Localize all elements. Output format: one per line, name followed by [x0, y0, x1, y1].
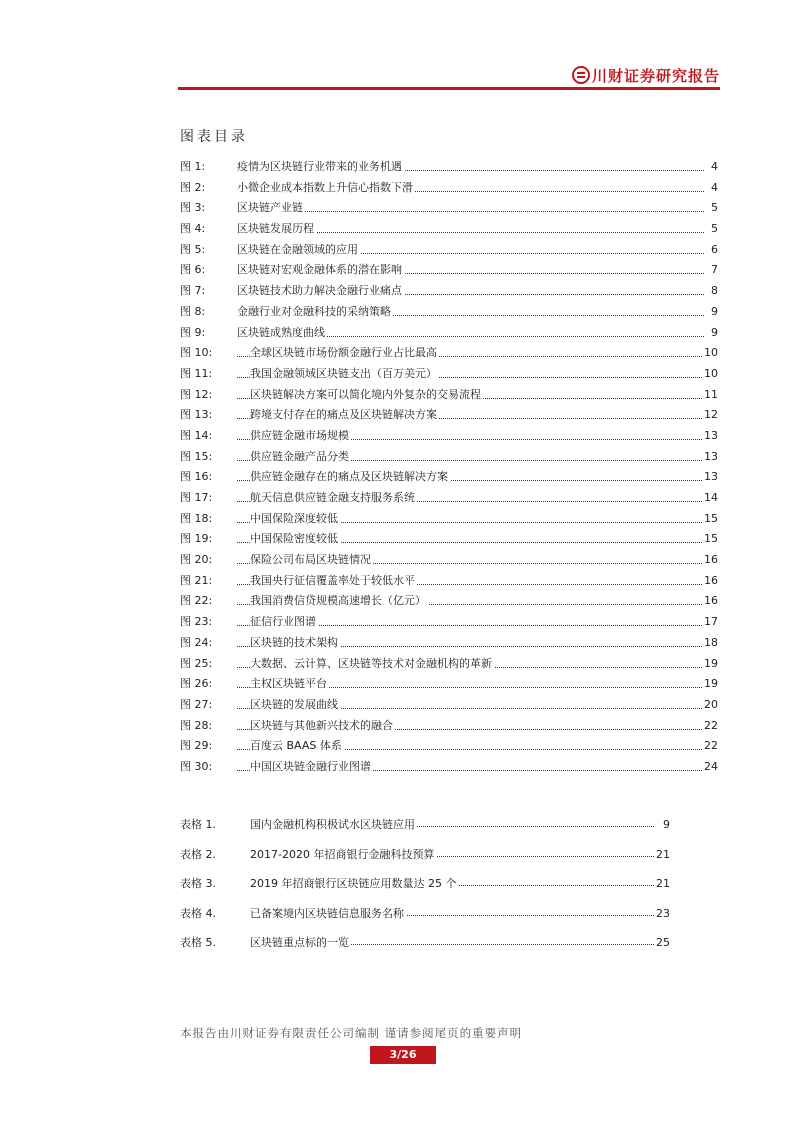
figure-entry[interactable]	[180, 426, 718, 447]
entry-number: 表格 4.	[180, 906, 216, 920]
entry-number: 图 24:	[180, 635, 213, 649]
entry-label: 航天信息供应链金融支持服务系统	[250, 488, 417, 509]
entry-label: 我国央行征信覆盖率处于较低水平	[250, 571, 417, 592]
entry-label: 大数据、云计算、区块链等技术对金融机构的革新	[250, 654, 494, 675]
entry-page: 13	[702, 426, 718, 447]
entry-number: 图 21:	[180, 573, 213, 587]
entry-number: 图 12:	[180, 387, 213, 401]
company-logo-icon	[572, 66, 590, 84]
entry-page: 13	[702, 467, 718, 488]
entry-number: 图 28:	[180, 718, 213, 732]
page-number: 3/26	[370, 1046, 436, 1064]
entry-label: 已备案境内区块链信息服务名称	[250, 904, 406, 924]
entry-number: 图 16:	[180, 470, 213, 484]
header-rule	[178, 87, 720, 90]
entry-label: 区块链成熟度曲线	[237, 323, 327, 344]
figure-entry[interactable]	[180, 385, 718, 406]
brand-name: 川财证券研究报告	[591, 67, 720, 85]
entry-label: 区块链发展历程	[237, 219, 316, 240]
entry-number: 表格 2.	[180, 847, 216, 861]
entry-page: 16	[702, 571, 718, 592]
entry-page: 21	[654, 874, 670, 894]
figure-entry[interactable]	[180, 219, 718, 240]
entry-number: 图 19:	[180, 532, 213, 546]
figure-entry[interactable]	[180, 260, 718, 281]
entry-label: 区块链技术助力解决金融行业痛点	[237, 281, 404, 302]
figure-entry[interactable]	[180, 302, 718, 323]
entry-number: 图 22:	[180, 594, 213, 608]
footer-disclaimer: 本报告由川财证券有限责任公司编制 谨请参阅尾页的重要声明	[180, 1026, 523, 1040]
entry-label: 供应链金融市场规模	[250, 426, 351, 447]
table-entry[interactable]	[180, 815, 670, 845]
entry-label: 征信行业图谱	[250, 612, 318, 633]
entry-label: 2017-2020 年招商银行金融科技预算	[250, 845, 436, 865]
figure-entry[interactable]	[180, 467, 718, 488]
entry-number: 图 26:	[180, 677, 213, 691]
entry-label: 小微企业成本指数上升信心指数下滑	[237, 178, 415, 199]
entry-page: 5	[709, 198, 718, 219]
entry-page: 20	[702, 695, 718, 716]
entry-number: 表格 1.	[180, 818, 216, 831]
entry-page: 4	[709, 178, 718, 199]
entry-number: 图 25:	[180, 656, 213, 670]
entry-number: 图 18:	[180, 511, 213, 525]
entry-number: 图 9:	[180, 325, 206, 339]
entry-number: 表格 5.	[180, 936, 216, 950]
entry-page: 16	[702, 591, 718, 612]
entry-page: 9	[709, 302, 718, 323]
entry-page: 4	[709, 157, 718, 178]
entry-page: 14	[702, 488, 718, 509]
leader-dots	[237, 211, 704, 212]
table-entry[interactable]	[180, 933, 670, 963]
entry-number: 图 30:	[180, 759, 213, 773]
entry-label: 疫情为区块链行业带来的业务机遇	[237, 157, 404, 178]
entry-number: 图 27:	[180, 697, 213, 711]
page-header	[178, 58, 720, 90]
entry-page: 12	[702, 405, 718, 426]
entry-label: 区块链重点标的一览	[250, 933, 351, 953]
entry-page: 15	[702, 529, 718, 550]
figure-entry[interactable]	[180, 550, 718, 571]
entry-page: 22	[702, 716, 718, 737]
entry-label: 区块链在金融领域的应用	[237, 240, 360, 261]
entry-label: 区块链产业链	[237, 198, 305, 219]
figure-entry[interactable]	[180, 736, 718, 757]
figure-entry[interactable]	[180, 240, 718, 261]
figure-entry[interactable]	[180, 281, 718, 302]
figure-entry[interactable]	[180, 674, 718, 695]
entry-page: 5	[709, 219, 718, 240]
entry-number: 图 1:	[180, 160, 206, 173]
figure-entry[interactable]	[180, 757, 718, 778]
entry-label: 区块链与其他新兴技术的融合	[250, 716, 395, 737]
entry-page: 6	[709, 240, 718, 261]
entry-label: 2019 年招商银行区块链应用数量达 25 个	[250, 874, 458, 894]
entry-label: 百度云 BAAS 体系	[250, 736, 344, 757]
entry-page: 23	[654, 904, 670, 924]
entry-page: 9	[709, 323, 718, 344]
entry-number: 图 11:	[180, 366, 213, 380]
entry-label: 供应链金融产品分类	[250, 447, 351, 468]
entry-page: 9	[661, 815, 670, 835]
entry-label: 全球区块链市场份额金融行业占比最高	[250, 343, 439, 364]
figure-entry[interactable]	[180, 716, 718, 737]
entry-number: 图 20:	[180, 553, 213, 567]
entry-number: 图 4:	[180, 222, 206, 236]
entry-page: 15	[702, 509, 718, 530]
entry-label: 供应链金融存在的痛点及区块链解决方案	[250, 467, 450, 488]
entry-page: 18	[702, 633, 718, 654]
table-entry[interactable]	[180, 874, 670, 904]
figure-entry[interactable]	[180, 695, 718, 716]
entry-page: 19	[702, 654, 718, 675]
entry-page: 24	[702, 757, 718, 778]
entry-label: 区块链解决方案可以简化境内外复杂的交易流程	[250, 385, 483, 406]
entry-number: 图 29:	[180, 739, 213, 753]
figure-entry[interactable]	[180, 157, 718, 178]
figure-entry[interactable]	[180, 405, 718, 426]
entry-label: 我国金融领域区块链支出（百万美元）	[250, 364, 439, 385]
figure-list	[180, 157, 718, 778]
figure-entry[interactable]	[180, 488, 718, 509]
figure-entry[interactable]	[180, 633, 718, 654]
entry-number: 图 14:	[180, 428, 213, 442]
entry-label: 金融行业对金融科技的采纳策略	[237, 302, 393, 323]
entry-number: 图 17:	[180, 491, 213, 504]
entry-page: 8	[709, 281, 718, 302]
entry-number: 图 7:	[180, 284, 206, 298]
entry-label: 区块链的发展曲线	[250, 695, 340, 716]
figure-entry[interactable]	[180, 612, 718, 633]
entry-number: 表格 3.	[180, 877, 216, 891]
page-title: 图表目录	[180, 129, 248, 145]
table-entry[interactable]	[180, 845, 670, 875]
entry-number: 图 6:	[180, 263, 206, 277]
figure-entry[interactable]	[180, 178, 718, 199]
entry-label: 中国保险深度较低	[250, 509, 340, 530]
figure-entry[interactable]	[180, 591, 718, 612]
entry-number: 图 13:	[180, 408, 213, 422]
entry-page: 22	[702, 736, 718, 757]
figure-entry[interactable]	[180, 654, 718, 675]
entry-label: 区块链的技术架构	[250, 633, 340, 654]
entry-number: 图 5:	[180, 242, 206, 256]
figure-entry[interactable]	[180, 509, 718, 530]
entry-label: 主权区块链平台	[250, 674, 329, 695]
entry-page: 17	[702, 612, 718, 633]
figure-entry[interactable]	[180, 364, 718, 385]
entry-page: 21	[654, 845, 670, 865]
entry-page: 19	[702, 674, 718, 695]
entry-page: 7	[709, 260, 718, 281]
figure-entry[interactable]	[180, 323, 718, 344]
entry-page: 25	[654, 933, 670, 953]
entry-number: 图 8:	[180, 304, 206, 318]
entry-label: 我国消费信贷规模高速增长（亿元）	[250, 591, 428, 612]
entry-label: 中国区块链金融行业图谱	[250, 757, 373, 778]
figure-entry[interactable]	[180, 198, 718, 219]
table-entry[interactable]	[180, 904, 670, 934]
figure-entry[interactable]	[180, 529, 718, 550]
figure-entry[interactable]	[180, 447, 718, 468]
entry-number: 图 2:	[180, 180, 206, 194]
entry-number: 图 23:	[180, 615, 213, 629]
entry-number: 图 15:	[180, 449, 213, 463]
figure-entry[interactable]	[180, 571, 718, 592]
entry-label: 区块链对宏观金融体系的潜在影响	[237, 260, 404, 281]
entry-number: 图 10:	[180, 346, 213, 360]
entry-page: 10	[702, 343, 718, 364]
entry-label: 保险公司布局区块链情况	[250, 550, 373, 571]
entry-label: 国内金融机构积极试水区块链应用	[250, 815, 417, 835]
entry-page: 11	[702, 385, 718, 406]
figure-entry[interactable]	[180, 343, 718, 364]
table-list	[180, 815, 670, 963]
entry-page: 10	[702, 364, 718, 385]
entry-page: 16	[702, 550, 718, 571]
entry-page: 13	[702, 447, 718, 468]
entry-label: 中国保险密度较低	[250, 529, 340, 550]
entry-number: 图 3:	[180, 201, 206, 215]
entry-label: 跨境支付存在的痛点及区块链解决方案	[250, 405, 439, 426]
